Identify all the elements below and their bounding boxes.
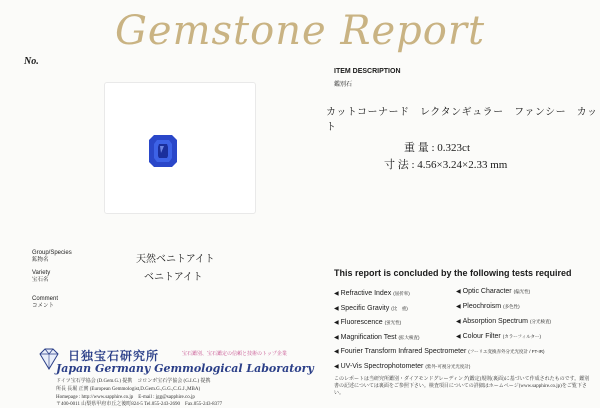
variety-value: ベニトアイト xyxy=(144,272,203,283)
dimensions-value: 寸 法 : 4.56×3.24×2.33 mm xyxy=(384,159,508,171)
gem-photo xyxy=(104,82,256,214)
tests-heading: This report is concluded by the following tests required xyxy=(334,268,572,278)
report-number-label: No. xyxy=(24,56,39,67)
item-description-heading-jp: 鑑別石 xyxy=(334,82,353,88)
lab-address: 〒400-0011 山梨県甲府市丘之後町824-5 Tel.055-243-2690 Fax.055-243-8377 xyxy=(56,402,223,407)
group-species-value: 天然ベニトアイト xyxy=(136,254,215,265)
variety-label: Variety 宝石名 xyxy=(32,270,51,283)
lab-tagline: 宝石鑑別、宝石鑑定の信頼と技術のトップ企業 xyxy=(182,352,287,357)
test-item: ◀ Colour Filter (カラーフィルター) xyxy=(456,333,541,340)
group-species-label: Group/Species 鉱物名 xyxy=(32,250,72,263)
test-item: ◀ Specific Gravity (比 重) xyxy=(334,305,408,312)
weight-value: 重 量 : 0.323ct xyxy=(404,142,470,154)
test-item: ◀ UV-Vis Spectrophotometer (紫外-可視分光光度計) xyxy=(334,363,471,370)
lab-director: 所長 長堀 正實 (European Gemmologist,D.Gem.G.,G.G.,C.G.J.,MBA) xyxy=(56,387,201,392)
item-description-heading: ITEM DESCRIPTION xyxy=(334,68,401,75)
lab-name-jp: 日独宝石研究所 xyxy=(68,349,160,363)
lab-name-en: Japan Germany Gemmological Laboratory xyxy=(56,362,314,375)
report-title: Gemstone Report xyxy=(114,8,486,54)
lab-affiliation: ドイツ宝石学協会 (D.Gem.G.) 提携 コロンボ宝石学協会 (G.I.C.) 提携 xyxy=(56,379,211,384)
cut-description: カットコーナード レクタンギュラー ファンシー カット xyxy=(326,107,598,133)
gemstone-image xyxy=(149,135,177,167)
test-item: ◀ Fluorescence (蛍光性) xyxy=(334,319,402,326)
report-footnote: このレポートは当研究所鑑別・ダイアモンドグレーディング(鑑定)規則(裏面)に基づいて作成されたものです。鑑別書の記述については裏面をご参照下さい。検査項目についての詳細はホームページ(www.sapphire.co.jp)をご覧下さい。 xyxy=(334,377,590,396)
test-item: ◀ Magnification Test (拡大検査) xyxy=(334,334,420,341)
test-item: ◀ Pleochroism (多色性) xyxy=(456,303,520,310)
comment-label: Comment コメント xyxy=(32,296,59,309)
test-item: ◀ Fourier Transform Infrared Spectrometer (フーリエ変換赤外分光光度計 / FT-IR) xyxy=(334,348,545,355)
test-item: ◀ Absorption Spectrum (分光検査) xyxy=(456,318,551,325)
test-item: ◀ Refractive Index (屈折率) xyxy=(334,290,410,297)
test-item: ◀ Optic Character (偏光性) xyxy=(456,288,531,295)
lab-contact: Homepage : http://www.sapphire.co.jp E-mail : jgg@sapphire.co.jp xyxy=(56,395,195,400)
